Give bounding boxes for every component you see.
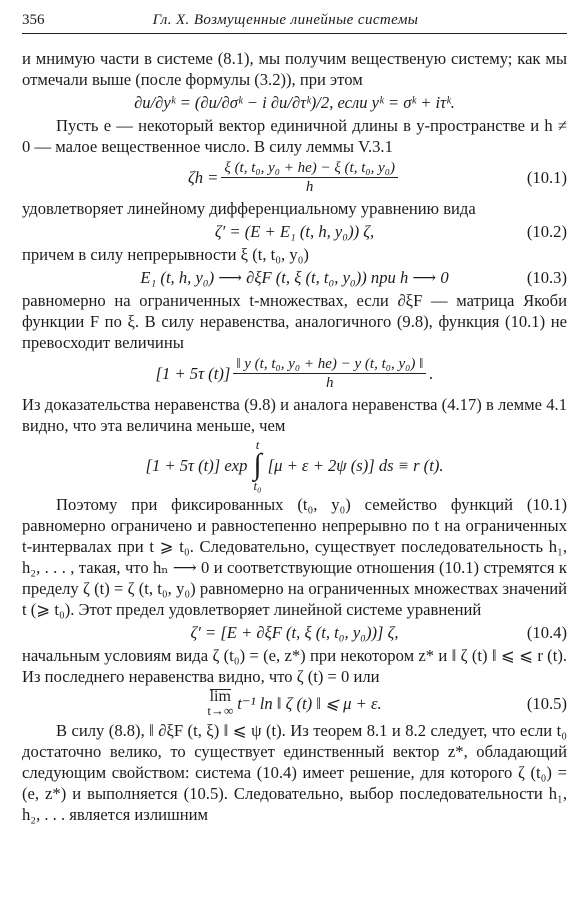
equation-body: ζ′ = (E + E₁ (t, h, y₀)) ζ, [214, 222, 375, 241]
fraction [221, 159, 398, 196]
equation-number: (10.4) [526, 623, 567, 642]
integral [253, 438, 261, 492]
equation [22, 159, 567, 196]
equation-lhs: [1 + 5τ (t)] exp [145, 455, 248, 475]
limit-operator [207, 689, 233, 718]
integral-upper-limit: t [255, 437, 260, 452]
equation-body: E₁ (t, h, y₀) ⟶ ∂ξF (t, ξ (t, t₀, y₀)) при h ⟶ 0 [140, 268, 449, 287]
equation-number: (10.5) [526, 694, 567, 713]
paragraph: начальным условиям вида ζ (t₀) = (e, z*) при некотором z* и ‖ ζ (t) ‖ ⩽ ⩽ r (t). Из последнего неравенства видно, что ζ (t) = 0 или [22, 646, 567, 686]
paragraph: удовлетворяет линейному дифференциальному уравнению вида [22, 199, 476, 218]
equation-number: (10.3) [526, 268, 567, 287]
equation-rhs: t⁻¹ ln ‖ ζ (t) ‖ ⩽ μ + ε. [237, 694, 382, 713]
equation-lhs: ζh = [188, 168, 219, 187]
limit-subscript: t→∞ [207, 703, 234, 718]
integral-sign-icon: ∫ [253, 448, 262, 481]
equation-rhs: [μ + ε + 2ψ (s)] ds ≡ r (t). [267, 455, 444, 475]
paragraph: Пусть e — некоторый вектор единичной длины в y-пространстве и h ≠ 0 — малое вещественное число. В силу леммы V.3.1 [22, 116, 567, 156]
limit-word: lim [209, 688, 231, 705]
equation [22, 438, 567, 492]
equation-number: (10.1) [526, 168, 567, 187]
equation [22, 355, 567, 392]
equation-body: ∂u/∂yᵏ = (∂u/∂σᵏ − i ∂u/∂τᵏ)/2, если yᵏ = σᵏ + iτᵏ. [134, 93, 455, 112]
paragraph: В силу (8.8), ‖ ∂ξF (t, ξ) ‖ ⩽ ψ (t). Из теорем 8.1 и 8.2 следует, что если t₀ достаточно велико, то существует единственный вектор z*, обладающий следующим свойством: система (10.4) имеет решение, для которого ζ (t₀) = (e, z*) и выполняется (10.5). Следовательно, выбор последовательности h₁, h₂, . . . является излишним [22, 721, 567, 824]
fraction-denominator: h [326, 375, 334, 391]
equation [22, 622, 567, 643]
equation-number: (10.2) [526, 222, 567, 241]
fraction [233, 355, 426, 392]
paragraph: Поэтому при фиксированных (t₀, y₀) семейство функций (10.1) равномерно ограничено и равностепенно непрерывно по t на ограниченных t-интервалах при t ⩾ t₀. Следовательно, существует последовательность h₁, h₂, . . . , такая, что hₙ ⟶ 0 и соответствующие отношения (10.1) стремятся к пределу ζ (t) = ζ (t, t₀, y₀) равномерно на ограниченных множествах значений t (⩾ t₀). Этот предел удовлетворяет линейной системе уравнений [22, 495, 567, 619]
integral-lower-limit: t₀ [253, 478, 262, 493]
page-body [22, 48, 567, 825]
paragraph: и мнимую части в системе (8.1), мы получим вещественую систему; как мы отмечали выше (после формулы (3.2)), при этом [22, 49, 567, 89]
running-title: Гл. X. Возмущенные линейные системы [152, 12, 419, 28]
equation [22, 92, 567, 113]
paragraph: причем в силу непрерывности ξ (t, t₀, y₀) [22, 245, 309, 264]
header-rule [22, 33, 567, 34]
equation [22, 689, 567, 718]
fraction-numerator: ‖ y (t, t₀, y₀ + he) − y (t, t₀, y₀) ‖ [233, 355, 426, 374]
running-header [22, 10, 567, 34]
equation-body: ζ′ = [E + ∂ξF (t, ξ (t, t₀, y₀))] ζ, [190, 623, 399, 642]
fraction-denominator: h [305, 179, 314, 195]
page-number: 356 [22, 12, 45, 28]
equation [22, 267, 567, 288]
equation [22, 221, 567, 242]
paragraph: Из доказательства неравенства (9.8) и аналога неравенства (4.17) в лемме 4.1 видно, что эта величина меньше, чем [22, 395, 567, 435]
fraction-numerator: ξ (t, t₀, y₀ + he) − ξ (t, t₀, y₀) [221, 159, 398, 178]
equation-lhs: [1 + 5τ (t)] [155, 364, 231, 383]
paragraph: равномерно на ограниченных t-множествах, если ∂ξF — матрица Якоби функции F по ξ. В силу неравенства, аналогичного (9.8), функция (10.1) не превосходит величины [22, 291, 567, 352]
equation-rhs: . [429, 364, 434, 383]
